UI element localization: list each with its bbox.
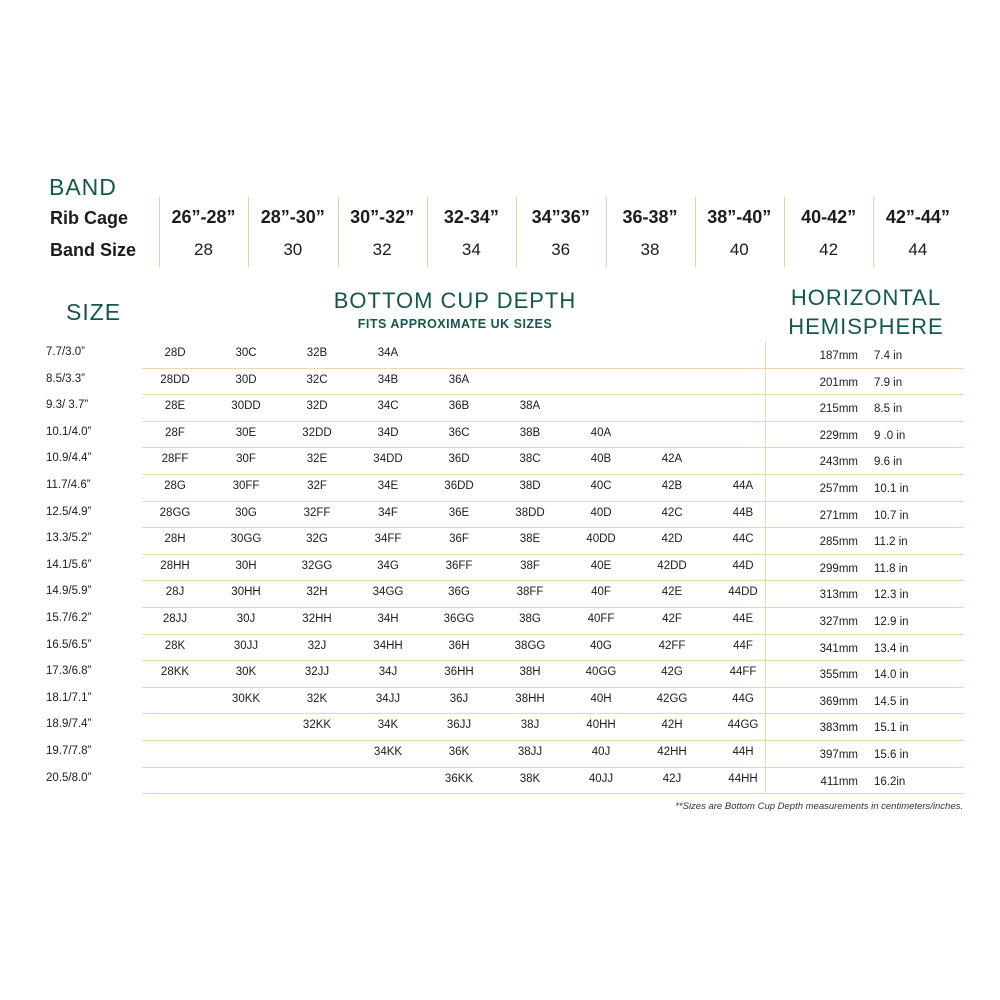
hemisphere-mm: 187mm [819,350,858,362]
hemisphere-mm: 271mm [819,509,858,522]
table-row [0,608,1000,635]
band-title: BAND [49,174,117,200]
table-row [0,555,1000,582]
cup-size-cell: 38E [519,533,541,546]
size-table [0,342,1000,794]
cup-size-cell: 44C [732,533,754,546]
cup-size-cell: 38K [519,772,541,785]
cup-size-cell: 36KK [444,772,474,785]
hemisphere-inches: 13.4 in [874,642,909,655]
cup-size-cell: 36J [449,692,469,705]
cup-size-cell: 30F [236,453,256,466]
table-row [0,369,1000,396]
cup-size-cell: 42E [661,586,683,599]
cup-size-cell: 42F [662,612,682,625]
cup-size-cell: 42HH [657,745,687,758]
band-size-value: 40 [729,240,749,259]
rib-cage-value: 32-34” [443,207,499,227]
cup-size-cell: 42DD [657,559,687,572]
cup-size-cell: 40A [590,426,612,439]
cup-subheading: FITS APPROXIMATE UK SIZES [357,317,553,331]
cup-size-cell: 44E [732,612,754,625]
cup-depth-value: 15.7/6.2” [46,611,92,624]
cup-size-cell: 32F [307,479,327,492]
cup-size-cell: 42C [661,506,683,519]
band-column [784,197,873,267]
hemisphere-mm: 201mm [819,376,858,389]
band-size-value: 30 [283,240,303,259]
cup-size-cell: 30K [235,666,257,679]
cup-depth-value: 7.7/3.0” [46,346,85,358]
band-size-value: 34 [461,240,481,259]
cup-depth-value: 20.5/8.0” [46,771,92,784]
cup-size-cell: 34FF [374,533,402,546]
cup-depth-value: 19.7/7.8” [46,744,92,757]
cup-size-cell: 34A [377,347,399,359]
band-size-value: 36 [551,240,571,259]
cup-size-cell: 28DD [160,373,190,386]
table-row [0,475,1000,502]
table-row [0,342,1000,369]
cup-size-cell: 28E [164,400,186,413]
hemisphere-inches: 11.2 in [874,536,908,549]
cup-size-cell: 34G [377,559,399,572]
cup-depth-value: 9.3/ 3.7” [46,399,89,412]
cup-size-cell: 36FF [445,559,473,572]
cup-size-cell: 44B [732,506,754,519]
cup-size-cell: 40FF [587,612,615,625]
cup-size-cell: 38C [519,453,541,466]
cup-size-cell: 28HH [160,559,190,572]
cup-depth-value: 16.5/6.5” [46,638,92,651]
hemisphere-inches: 14.0 in [874,669,909,682]
cup-size-cell: 38H [519,666,541,679]
cup-size-cell: 32B [306,347,328,359]
cup-size-cell: 42J [662,772,682,785]
hemisphere-mm: 299mm [819,562,858,575]
hemisphere-mm: 229mm [819,429,858,442]
cup-size-cell: 40DD [586,533,616,546]
cup-size-cell: 38J [520,719,540,732]
cup-size-cell: 32GG [301,559,333,572]
cup-size-cell: 40J [591,745,611,758]
cup-size-cell: 30DD [231,400,261,413]
cup-size-cell: 30KK [231,692,261,705]
hemisphere-mm: 411mm [820,775,858,788]
cup-size-cell: 32FF [303,506,331,519]
cup-size-cell: 36JJ [446,719,472,732]
hemisphere-inches: 12.3 in [874,589,909,602]
cup-size-cell: 32J [307,639,327,652]
cup-size-cell: 28GG [159,506,191,519]
table-row [0,635,1000,662]
hemisphere-inches: 7.9 in [874,376,903,389]
hemisphere-inches: 11.8 in [874,562,908,575]
cup-size-cell: 36E [448,506,470,519]
table-row [0,688,1000,715]
cup-size-cell: 30GG [230,533,262,546]
cup-size-cell: 34F [378,506,398,519]
cup-size-cell: 30D [235,373,257,386]
cup-size-cell: 38B [519,426,541,439]
cup-size-cell: 44A [732,479,754,492]
cup-size-cell: 40C [590,479,612,492]
cup-depth-value: 10.9/4.4” [46,452,92,465]
hemisphere-inches: 16.2in [874,775,906,788]
cup-size-cell: 30C [235,347,257,359]
cup-depth-value: 14.9/5.9” [46,585,92,598]
cup-size-cell: 38F [520,559,540,572]
cup-size-cell: 30HH [231,586,261,599]
cup-size-cell: 30JJ [233,639,259,652]
footnote: **Sizes are Bottom Cup Depth measurements in centimeters/inches. [675,801,963,812]
cup-size-cell: 32H [306,586,328,599]
table-row [0,714,1000,741]
band-column [248,197,337,267]
cup-size-cell: 30E [235,426,257,439]
size-heading: SIZE [66,299,122,325]
cup-size-cell: 36K [448,745,470,758]
cup-size-cell: 40H [590,692,612,705]
cup-size-cell: 44DD [728,586,758,599]
cup-size-cell: 36F [449,533,469,546]
cup-size-cell: 44F [733,639,753,652]
cup-depth-value: 10.1/4.0” [46,425,92,438]
cup-size-cell: 42A [661,453,683,466]
cup-size-cell: 38A [519,400,541,413]
hemisphere-mm: 341mm [819,642,858,655]
cup-size-cell: 44D [732,559,754,572]
cup-depth-value: 18.1/7.1” [46,691,92,704]
cup-depth-value: 14.1/5.6” [46,558,92,571]
rib-cage-value: 34”36” [531,207,590,227]
cup-size-cell: 34D [377,426,399,439]
cup-size-cell: 32D [306,400,328,413]
cup-size-cell: 28J [165,586,185,599]
hemisphere-mm: 355mm [819,669,858,682]
cup-size-cell: 40HH [586,719,616,732]
band-size-value: 28 [194,240,213,259]
cup-size-cell: 36A [448,373,470,386]
cup-size-cell: 36H [448,639,470,652]
band-size-value: 44 [908,240,928,259]
hemisphere-inches: 8.5 in [874,403,903,416]
cup-size-cell: 28FF [161,453,189,466]
cup-size-cell: 44GG [727,719,759,732]
cup-size-cell: 36D [448,453,470,466]
hemisphere-mm: 243mm [819,456,858,469]
cup-size-cell: 32KK [302,719,332,732]
table-row [0,528,1000,555]
cup-size-cell: 44H [732,745,754,758]
band-column [159,197,248,267]
rib-cage-value: 30”-32” [350,207,415,227]
cup-size-cell: 30FF [232,479,260,492]
hemisphere-inches: 10.1 in [874,482,909,495]
cup-size-cell: 30G [235,506,257,519]
cup-size-cell: 38JJ [517,745,543,758]
hemisphere-mm: 383mm [819,722,858,735]
cup-size-cell: 28F [165,426,185,439]
cup-depth-value: 13.3/5.2” [46,532,92,545]
hemisphere-inches: 7.4 in [874,350,903,362]
band-column [873,197,962,267]
rib-cage-value: 36-38” [622,207,678,227]
cup-size-cell: 38FF [516,586,544,599]
hemisphere-mm: 313mm [819,589,858,602]
cup-size-cell: 42G [661,666,683,679]
cup-size-cell: 32C [306,373,328,386]
rib-cage-value: 28”-30” [260,207,325,227]
cup-size-cell: 28K [164,639,186,652]
hemisphere-inches: 14.5 in [874,695,909,708]
hemisphere-inches: 9 .0 in [874,429,906,442]
cup-size-cell: 30H [235,559,257,572]
cup-size-cell: 28G [164,479,186,492]
table-row [0,741,1000,768]
cup-size-cell: 32K [306,692,328,705]
hemisphere-inches: 15.6 in [874,748,909,761]
cup-size-cell: 38HH [515,692,545,705]
cup-size-cell: 40JJ [588,772,614,785]
cup-size-cell: 32G [306,533,328,546]
cup-size-cell: 40GG [585,666,617,679]
table-row [0,581,1000,608]
cup-size-cell: 44G [732,692,754,705]
cup-size-cell: 32DD [302,426,332,439]
cup-depth-value: 12.5/4.9” [46,505,92,518]
rib-cage-value: 40-42” [801,207,857,227]
cup-size-cell: 34K [377,719,399,732]
hemisphere-mm: 257mm [819,482,858,495]
cup-size-cell: 34E [377,479,399,492]
cup-size-cell: 34HH [373,639,403,652]
cup-size-cell: 42H [661,719,683,732]
hemisphere-inches: 12.9 in [874,615,909,628]
hemisphere-inches: 10.7 in [874,509,909,522]
cup-size-cell: 34C [377,400,399,413]
hemisphere-heading-line1: HORIZONTAL [790,285,942,310]
cup-size-cell: 28JJ [162,612,188,625]
cup-size-cell: 30J [236,612,256,625]
bottom-cup-depth-heading: BOTTOM CUP DEPTH [333,288,577,313]
table-row [0,448,1000,475]
hemisphere-mm: 369mm [819,695,858,708]
cup-size-cell: 44HH [728,772,758,785]
cup-depth-value: 17.3/6.8” [46,665,92,678]
table-row [0,422,1000,449]
cup-size-cell: 36DD [444,479,474,492]
cup-size-cell: 36G [448,586,470,599]
cup-depth-value: 11.7/4.6” [46,478,91,491]
band-size-value: 42 [819,240,839,259]
cup-size-cell: 28KK [160,666,190,679]
cup-size-cell: 38D [519,479,541,492]
cup-size-cell: 34H [377,612,399,625]
cup-depth-value: 8.5/3.3” [46,372,85,385]
table-row [0,768,1000,795]
band-column [516,197,605,267]
band-column [606,197,695,267]
cup-size-cell: 40E [590,559,612,572]
cup-size-cell: 42FF [658,639,686,652]
hemisphere-inches: 15.1 in [874,722,909,735]
band-size-value: 38 [640,240,660,259]
hemisphere-inches: 9.6 in [874,456,903,469]
cup-size-cell: 32HH [302,612,332,625]
cup-size-cell: 42B [661,479,683,492]
cup-size-cell: 36C [448,426,470,439]
cup-size-cell: 36HH [444,666,474,679]
cup-size-cell: 40G [590,639,612,652]
cup-size-cell: 42GG [656,692,688,705]
hemisphere-mm: 285mm [819,536,858,549]
table-row [0,502,1000,529]
cup-size-cell: 42D [661,533,683,546]
cup-size-cell: 34J [378,666,398,679]
cup-size-cell: 40F [591,586,611,599]
rib-cage-value: 38”-40” [707,207,772,227]
cup-size-cell: 38G [519,612,541,625]
band-column [695,197,784,267]
cup-size-cell: 32E [306,453,328,466]
cup-size-cell: 28D [164,347,186,359]
cup-size-cell: 38GG [514,639,546,652]
cup-size-cell: 34GG [372,586,404,599]
band-column [338,197,427,267]
cup-size-cell: 40D [590,506,612,519]
cup-size-cell: 34DD [373,453,403,466]
cup-size-cell: 44FF [729,666,757,679]
band-size-label: Band Size [50,240,137,260]
cup-size-cell: 34KK [373,745,403,758]
cup-size-cell: 38DD [515,506,545,519]
cup-size-cell: 34B [377,373,399,386]
hemisphere-mm: 215mm [819,403,858,416]
cup-size-cell: 36B [448,400,470,413]
table-row [0,661,1000,688]
cup-size-cell: 36GG [443,612,475,625]
cup-size-cell: 34JJ [375,692,401,705]
band-column [427,197,516,267]
rib-cage-label: Rib Cage [50,208,129,228]
cup-size-cell: 40B [590,453,612,466]
rib-cage-value: 42”-44” [885,207,950,227]
cup-size-cell: 28H [164,533,186,546]
rib-cage-value: 26”-28” [171,207,236,227]
hemisphere-mm: 327mm [819,615,858,628]
table-row [0,395,1000,422]
band-size-value: 32 [372,240,392,259]
cup-size-cell: 32JJ [304,666,330,679]
hemisphere-mm: 397mm [819,748,858,761]
hemisphere-heading-line2: HEMISPHERE [788,314,944,339]
cup-depth-value: 18.9/7.4” [46,718,92,731]
